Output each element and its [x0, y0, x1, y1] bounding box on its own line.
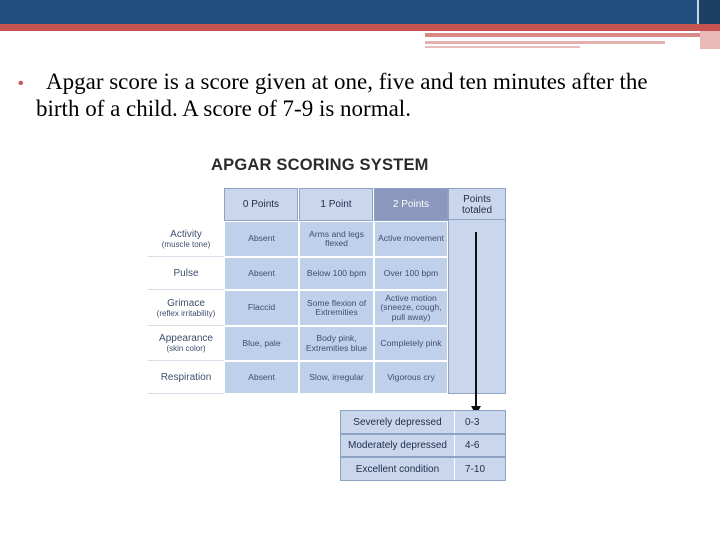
- score-cell: Arms and legs flexed: [299, 221, 374, 257]
- header-bar: [0, 0, 720, 24]
- bullet-icon: •: [18, 75, 24, 92]
- result-label: Severely depressed: [341, 411, 455, 433]
- header-accent-line: [425, 41, 665, 44]
- score-cell: Flaccid: [224, 290, 299, 326]
- row-label-sub: (muscle tone): [161, 239, 211, 249]
- row-label-sub: (skin color): [166, 344, 206, 353]
- bullet-text: Apgar score is a score given at one, five and ten minutes after the birth of a child. A score of 7-9 is normal.: [36, 69, 648, 121]
- apgar-scoring-figure: [140, 150, 520, 490]
- row-label-main: Pulse: [173, 267, 199, 279]
- column-header-2-points: 2 Points: [374, 188, 448, 221]
- result-row: [340, 410, 506, 434]
- column-header-points-totaled: Points totaled: [448, 188, 506, 221]
- row-label-main: Grimace: [167, 297, 205, 309]
- score-cell: Completely pink: [374, 326, 448, 361]
- score-cell: Body pink, Extremities blue: [299, 326, 374, 361]
- score-cell: Absent: [224, 221, 299, 257]
- row-label-main: Respiration: [160, 371, 212, 383]
- score-cell: Active movement: [374, 221, 448, 257]
- result-range: 4-6: [465, 440, 480, 451]
- row-label-activity: [148, 221, 224, 257]
- row-label-main: Activity: [170, 228, 202, 240]
- figure-title: APGAR SCORING SYSTEM: [211, 156, 429, 174]
- header-accent-line: [425, 33, 715, 37]
- row-label-appearance: [148, 326, 224, 361]
- result-label: Moderately depressed: [341, 435, 455, 456]
- score-cell: Slow, irregular: [299, 361, 374, 394]
- score-cell: Over 100 bpm: [374, 257, 448, 290]
- result-label: Excellent condition: [341, 458, 455, 480]
- score-cell: Blue, pale: [224, 326, 299, 361]
- column-header-1-point: 1 Point: [299, 188, 373, 221]
- down-arrow-icon: [475, 232, 477, 410]
- column-header-0-points: 0 Points: [224, 188, 298, 221]
- result-row: [340, 457, 506, 481]
- score-cell: Absent: [224, 361, 299, 394]
- row-label-sub: (reflex irritability): [156, 308, 216, 318]
- row-label-main: Appearance: [159, 333, 213, 344]
- score-cell: Active motion (sneeze, cough, pull away): [374, 290, 448, 326]
- row-label-respiration: [148, 361, 224, 394]
- header-red-line: [0, 24, 720, 31]
- header-accent-line: [425, 46, 580, 48]
- bullet-item: [18, 68, 658, 122]
- score-cell: Below 100 bpm: [299, 257, 374, 290]
- score-cell: Absent: [224, 257, 299, 290]
- row-label-grimace: [148, 290, 224, 326]
- row-label-pulse: [148, 257, 224, 290]
- score-cell: Some flexion of Extremities: [299, 290, 374, 326]
- header-bar-corner: [697, 0, 720, 24]
- result-range: 7-10: [465, 463, 486, 475]
- result-row: [340, 434, 506, 457]
- score-cell: Vigorous cry: [374, 361, 448, 394]
- header-accent-block: [700, 31, 720, 49]
- result-range: 0-3: [465, 416, 480, 428]
- points-totaled-column: [448, 219, 506, 394]
